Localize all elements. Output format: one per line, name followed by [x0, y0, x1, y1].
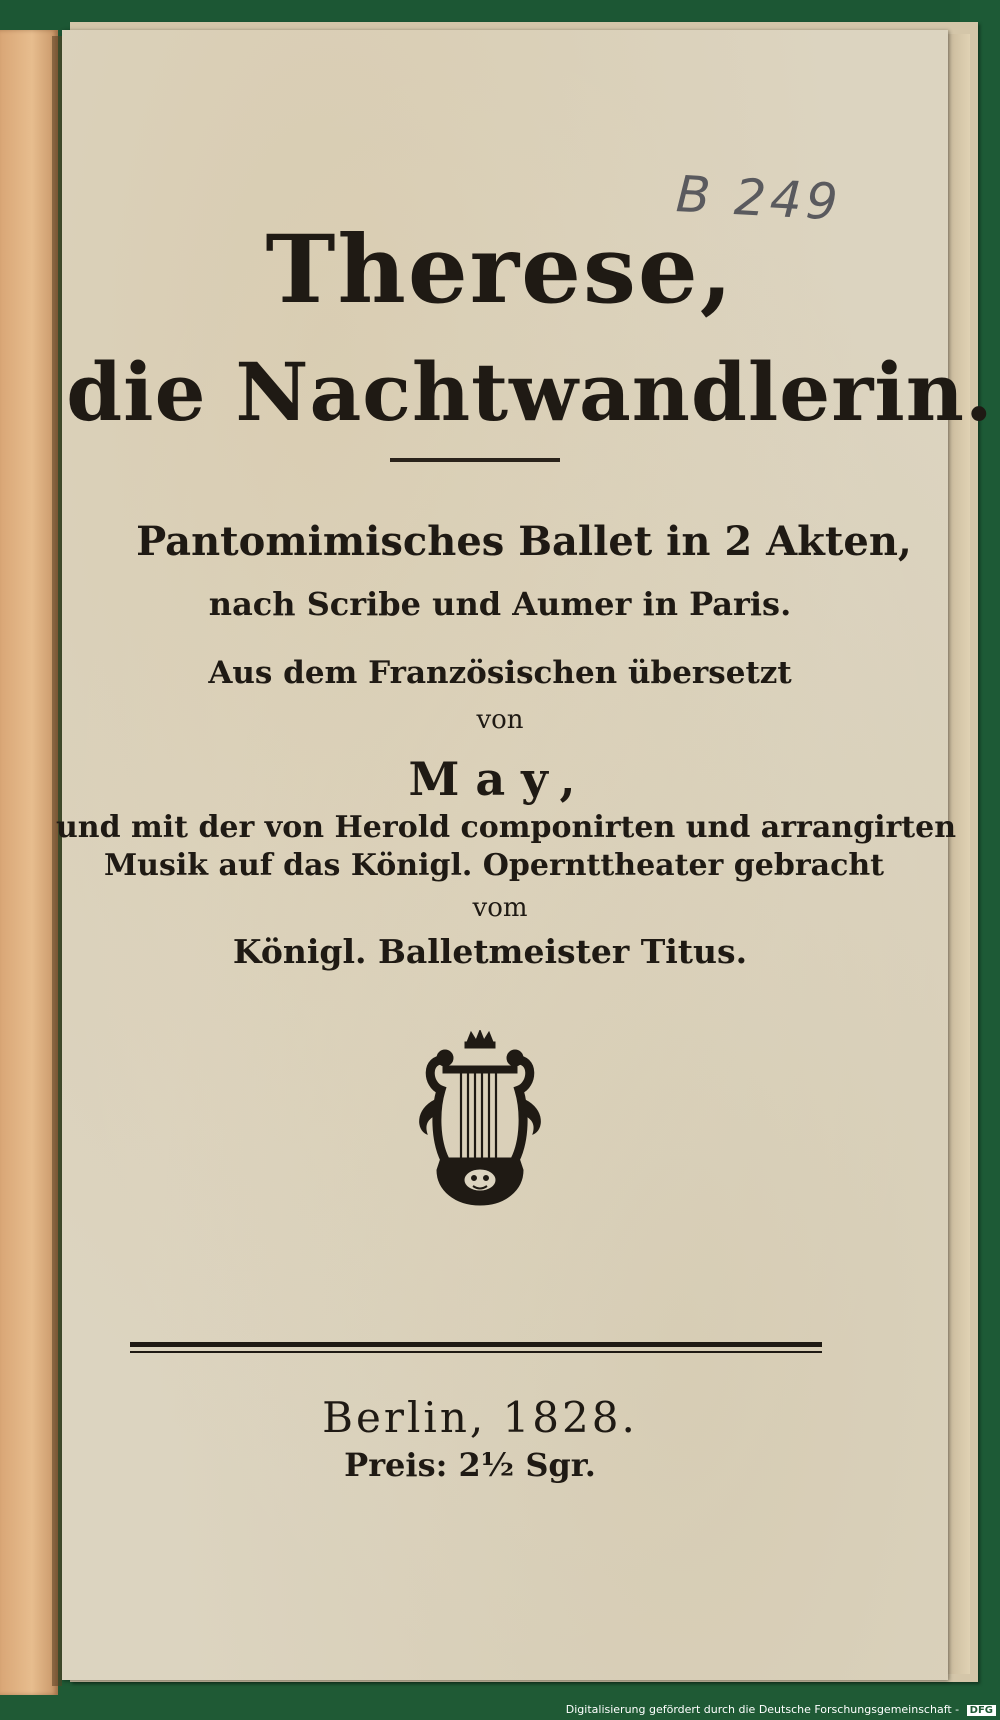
dfg-logo: DFG	[967, 1705, 996, 1716]
title-rule	[390, 458, 560, 462]
lyre-vignette-icon	[405, 1030, 555, 1210]
book-title: Therese,	[265, 215, 735, 325]
price-line: Preis: 2½ Sgr.	[344, 1446, 596, 1484]
source-line: nach Scribe und Aumer in Paris.	[208, 585, 792, 623]
digitization-credit	[566, 1703, 996, 1716]
translated-line: Aus dem Französischen übersetzt	[208, 655, 792, 691]
from-line: vom	[472, 893, 528, 923]
digitization-credit-text: Digitalisierung gefördert durch die Deutsche Forschungsgemeinschaft -	[565, 1703, 960, 1716]
handwritten-shelfmark: B 249	[674, 165, 844, 232]
genre-line: Pantomimisches Ballet in 2 Akten,	[136, 518, 912, 565]
by-line: von	[476, 705, 524, 735]
imprint-rule-thick	[130, 1342, 822, 1347]
book-subtitle: die Nachtwandlerin.	[66, 345, 994, 439]
translator-name: May,	[408, 752, 592, 806]
imprint-rule-thin	[130, 1351, 822, 1353]
ballet-master-line: Königl. Balletmeister Titus.	[232, 932, 748, 971]
music-line-2: Musik auf das Königl. Opernttheater gebracht	[103, 848, 885, 883]
music-line: und mit der von Herold componirten und arrangirten	[55, 810, 957, 845]
imprint-place-year: Berlin, 1828.	[322, 1393, 638, 1442]
